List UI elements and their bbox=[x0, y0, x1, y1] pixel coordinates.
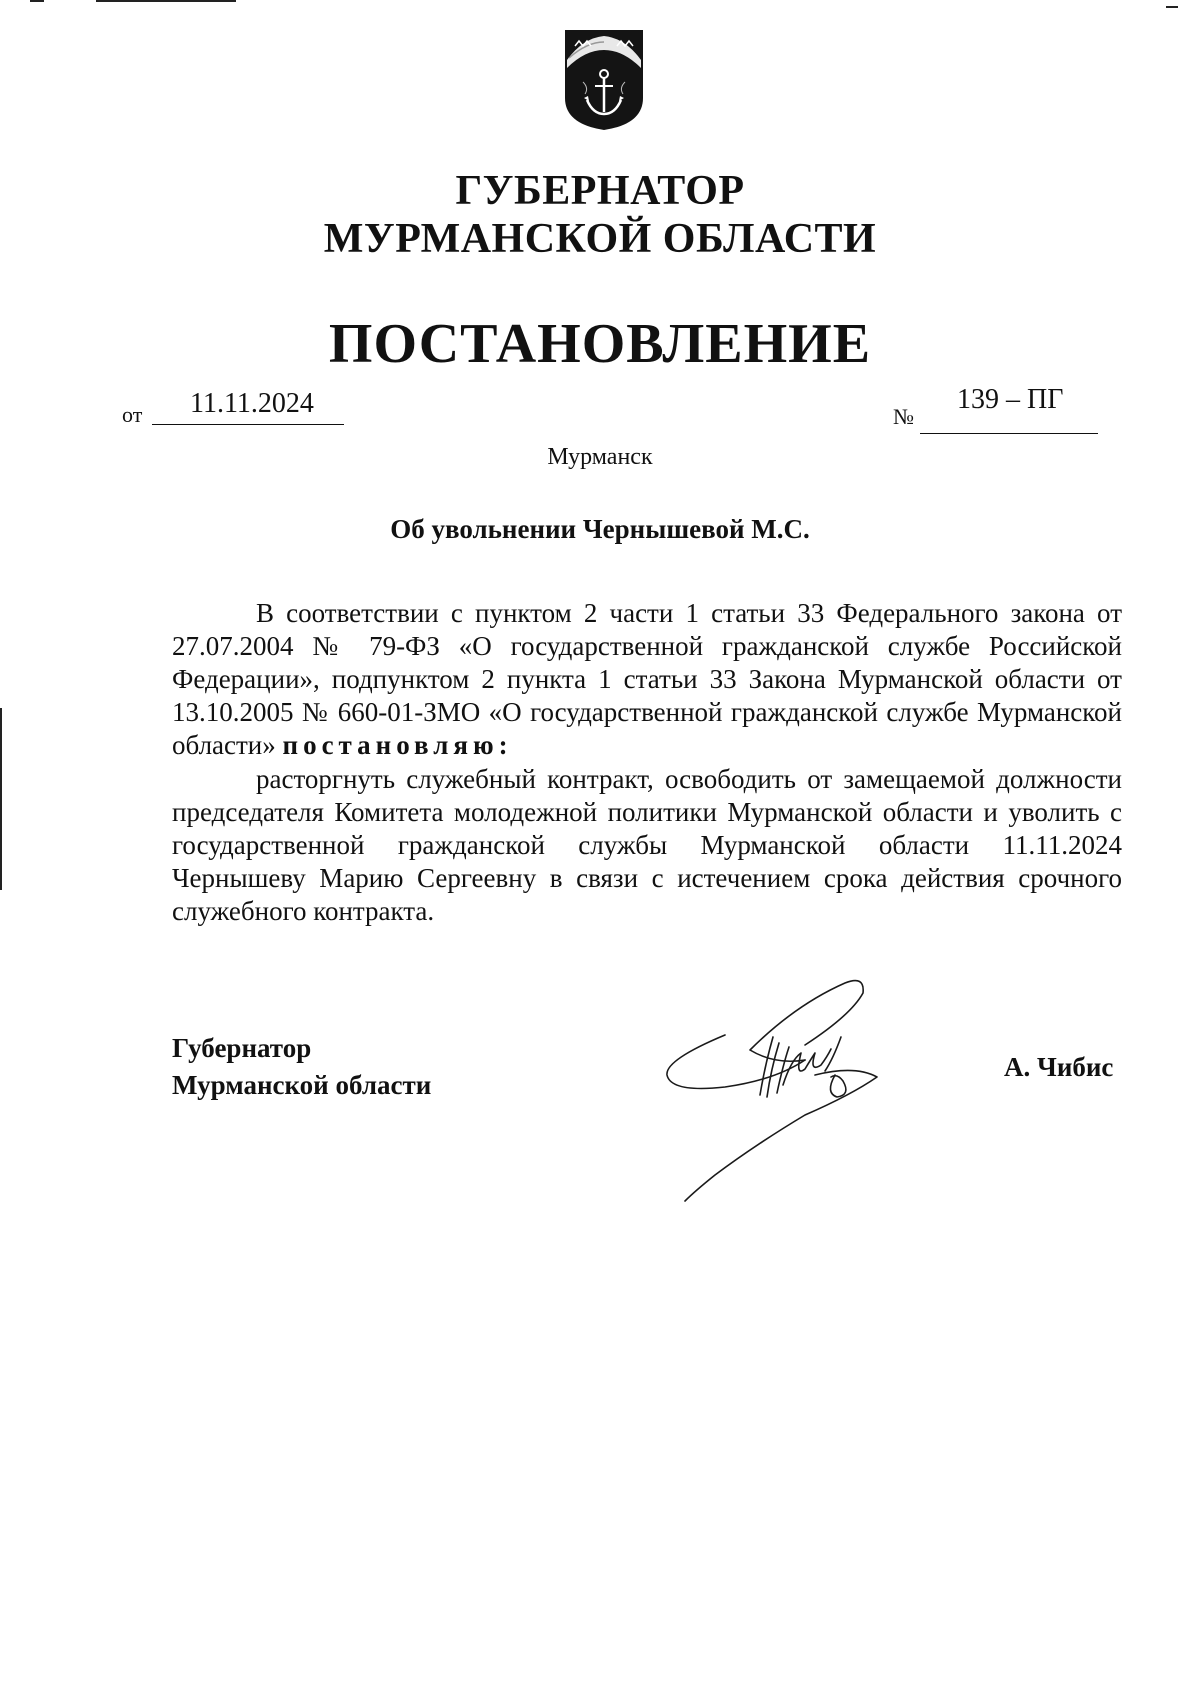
scan-artifact bbox=[30, 0, 44, 2]
number-underline bbox=[920, 433, 1098, 434]
number-prefix: № bbox=[893, 404, 914, 429]
scan-artifact bbox=[96, 0, 236, 2]
body-paragraph-1 bbox=[172, 597, 1122, 762]
signature-icon bbox=[655, 965, 915, 1265]
authority-line-1: ГУБЕРНАТОР bbox=[455, 168, 745, 214]
document-type-title: ПОСТАНОВЛЕНИЕ bbox=[328, 313, 872, 375]
paragraph-1-text: В соответствии с пунктом 2 части 1 статьи 33 Федерального закона от 27.07.2004 № 79-ФЗ «О государственной гражданской службе Российской Федерации», подпунктом 2 пункта 1 статьи 33 Закона Мурманской области от 13.10.2005 № 660-01-ЗМО «О государственной гражданской службе Мурманской области» bbox=[172, 598, 1122, 760]
scan-artifact bbox=[0, 708, 2, 890]
signatory-title-line-1: Губернатор bbox=[172, 1033, 312, 1063]
signatory-name: А. Чибис bbox=[1004, 1052, 1114, 1082]
document-number: 139 – ПГ bbox=[957, 384, 1064, 415]
date-underline bbox=[152, 424, 344, 425]
document-date: 11.11.2024 bbox=[190, 388, 314, 419]
signatory-title-line-2: Мурманской области bbox=[172, 1070, 432, 1100]
decree-word: постановляю: bbox=[282, 730, 513, 760]
authority-line-2: МУРМАНСКОЙ ОБЛАСТИ bbox=[323, 216, 877, 262]
coat-of-arms-icon bbox=[563, 28, 645, 132]
document-subject: Об увольнении Чернышевой М.С. bbox=[390, 514, 810, 544]
scan-artifact bbox=[1166, 6, 1178, 8]
city-name: Мурманск bbox=[547, 444, 653, 470]
body-paragraph-2: расторгнуть служебный контракт, освободить от замещаемой должности председателя Комитета молодежной политики Мурманской области и уволить с государственной гражданской службы Мурманской области 11.11.2024 Чернышеву Марию Сергеевну в связи с истечением срока действия срочного служебного контракта. bbox=[172, 764, 1122, 926]
signatory-title bbox=[172, 1030, 431, 1104]
date-prefix: от bbox=[122, 402, 143, 427]
